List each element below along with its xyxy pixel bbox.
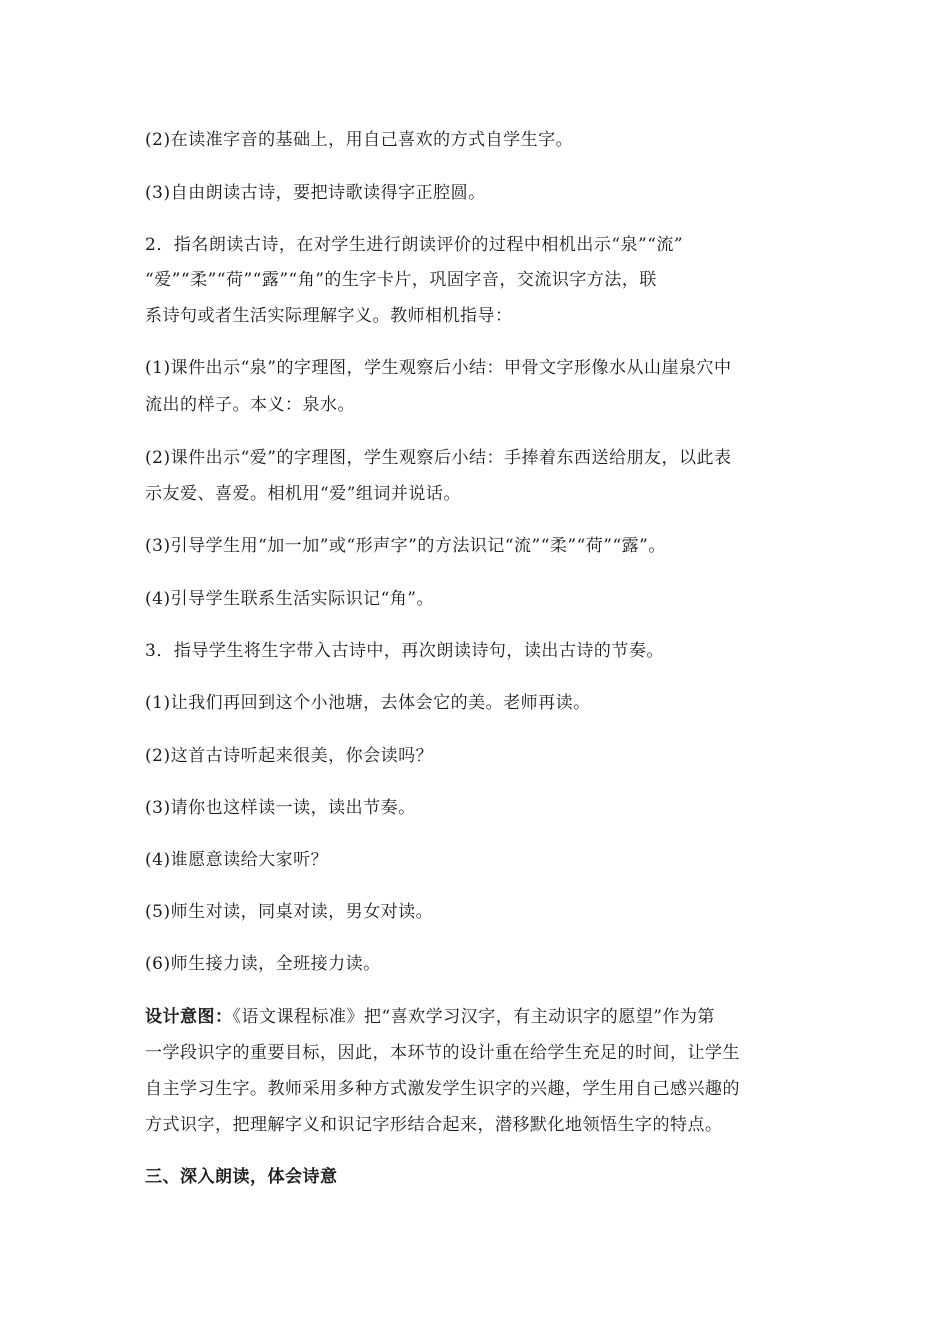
text-line: (2)课件出示“爱”的字理图，学生观察后小结：手捧着东西送给朋友，以此表 xyxy=(145,448,732,468)
text-line: (3)自由朗读古诗，要把诗歌读得字正腔圆。 xyxy=(145,183,486,203)
text-line: (2)这首古诗听起来很美，你会读吗？ xyxy=(145,746,434,766)
design-intent-text: 《语文课程标准》把“喜欢学习汉字，有主动识字的愿望”作为第 xyxy=(232,1007,715,1027)
text-line: (3)请你也这样读一读，读出节奏。 xyxy=(145,798,416,818)
text-line: (1)让我们再回到这个小池塘，去体会它的美。老师再读。 xyxy=(145,693,591,713)
text-line: “爱”“柔”“荷”“露”“角”的生字卡片，巩固字音，交流识字方法，联 xyxy=(145,270,657,290)
text-line: (2)在读准字音的基础上，用自己喜欢的方式自学生字。 xyxy=(145,130,574,150)
text-line: 3．指导学生将生字带入古诗中，再次朗读诗句，读出古诗的节奏。 xyxy=(145,641,664,661)
text-line: 流出的样子。本义：泉水。 xyxy=(145,395,355,415)
text-line: (4)引导学生联系生活实际识记“角”。 xyxy=(145,589,434,609)
section-heading: 三、深入朗读，体会诗意 xyxy=(145,1167,338,1187)
text-line: (6)师生接力读，全班接力读。 xyxy=(145,954,381,974)
text-line: 系诗句或者生活实际理解字义。教师相机指导： xyxy=(145,306,513,326)
design-intent-line xyxy=(145,1007,715,1027)
text-line: 示友爱、喜爱。相机用“爱”组词并说话。 xyxy=(145,484,461,504)
design-intent-line: 方式识字，把理解字义和识记字形结合起来，潜移默化地领悟生字的特点。 xyxy=(145,1115,723,1135)
design-intent-line: 自主学习生字。教师采用多种方式激发学生识字的兴趣，学生用自己感兴趣的 xyxy=(145,1079,740,1099)
text-line: (1)课件出示“泉”的字理图，学生观察后小结：甲骨文字形像水从山崖泉穴中 xyxy=(145,358,732,378)
text-line: (5)师生对读，同桌对读，男女对读。 xyxy=(145,902,434,922)
text-line: 2．指名朗读古诗，在对学生进行朗读评价的过程中相机出示“泉”“流” xyxy=(145,235,684,255)
text-line: (4)谁愿意读给大家听？ xyxy=(145,850,329,870)
text-line: (3)引导学生用“加一加”或“形声字”的方法识记“流”“柔”“荷”“露”。 xyxy=(145,536,666,556)
design-intent-line: 一学段识字的重要目标，因此，本环节的设计重在给学生充足的时间，让学生 xyxy=(145,1043,740,1063)
design-intent-label: 设计意图： xyxy=(145,1007,233,1027)
